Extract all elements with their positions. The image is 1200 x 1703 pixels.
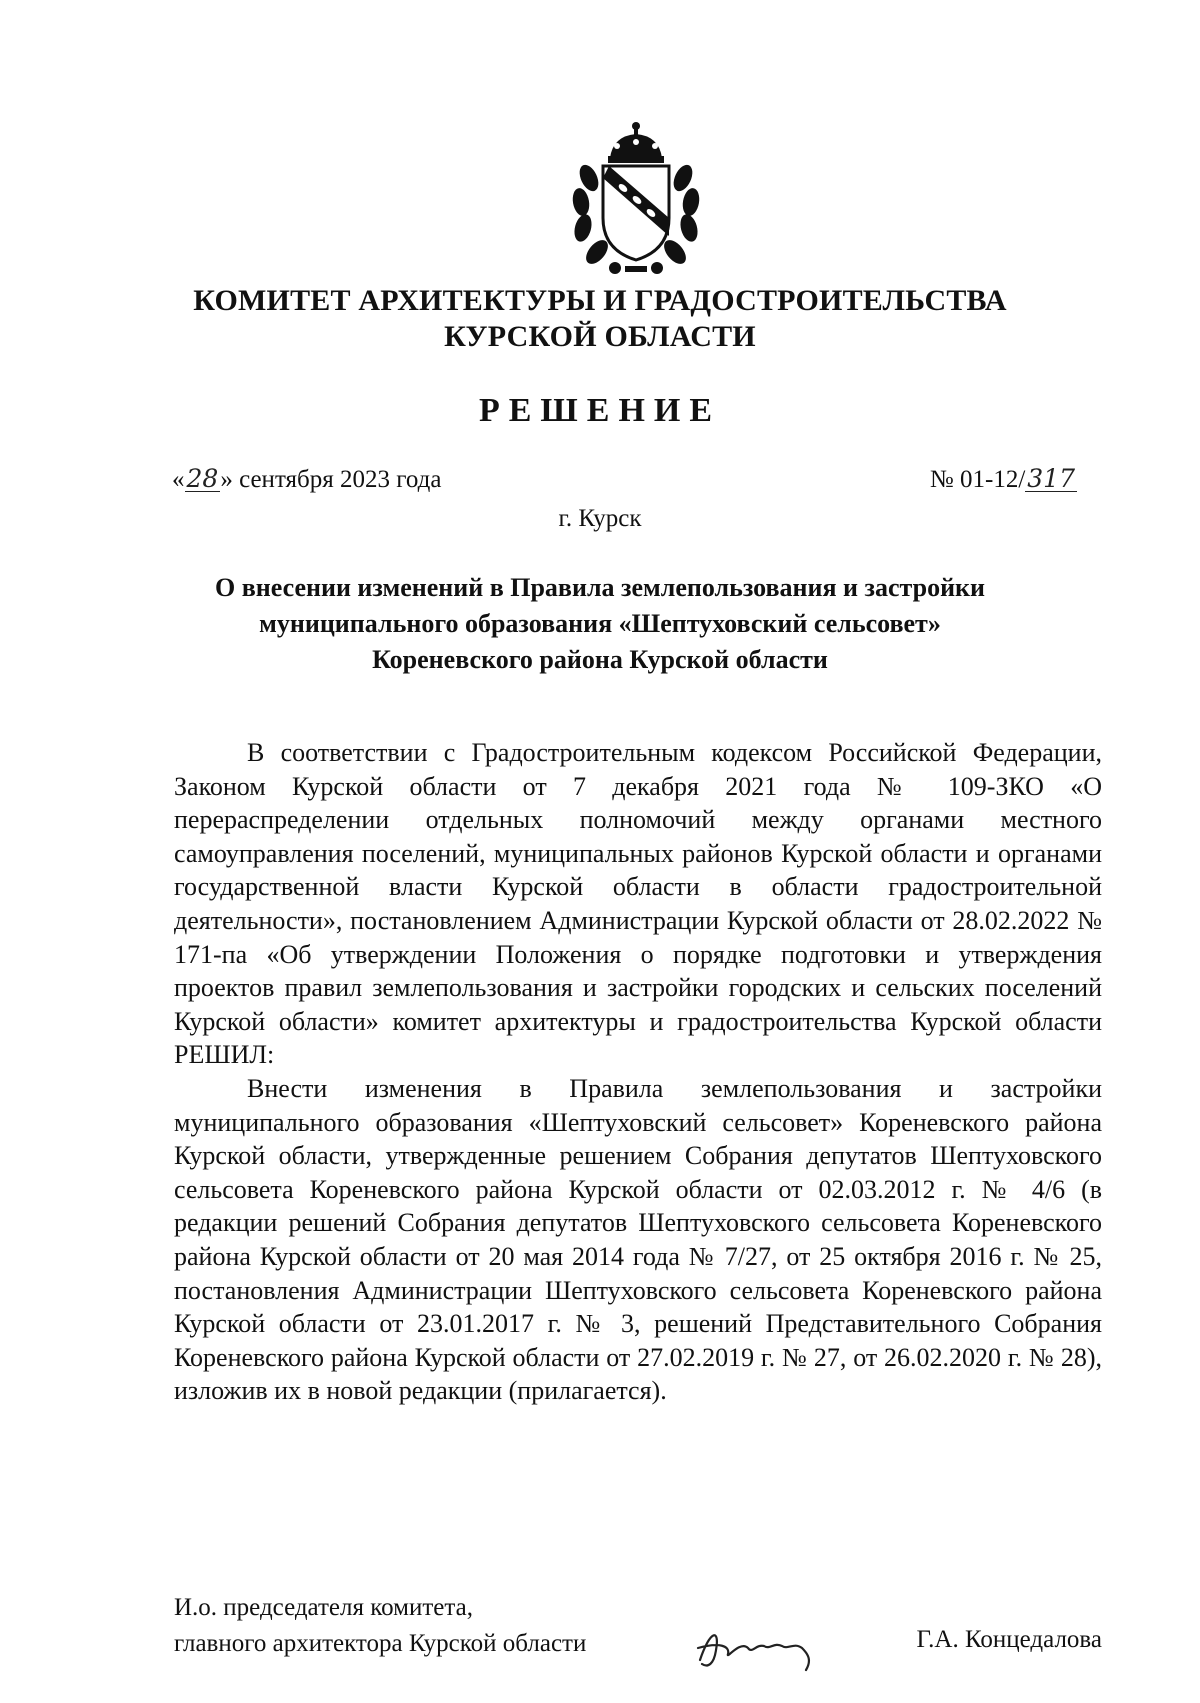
org-name-line1: КОМИТЕТ АРХИТЕКТУРЫ И ГРАДОСТРОИТЕЛЬСТВА bbox=[193, 284, 1007, 317]
body-paragraph-1: В соответствии с Градостроительным кодексом Российской Федерации, Законом Курской области от 7 декабря 2021 года № 109-ЗКО «О перераспределении отдельных полномочий между органами местного самоуправления поселений, муниципальных районов Курской области и органами государственной власти Курской области в области градостроительной деятельности», постановлением Администрации Курской области от 28.02.2022 № 171-па «Об утверждении Положения о порядке подготовки и утверждения проектов правил землепользования и застройки городских и сельских поселений Курской области» комитет архитектуры и градостроительства Курской области РЕШИЛ: bbox=[174, 738, 1102, 1070]
org-name-line2: КУРСКОЙ ОБЛАСТИ bbox=[444, 320, 756, 353]
signatory-position bbox=[174, 1590, 586, 1662]
subject-line2: муниципального образования «Шептуховский сельсовет» bbox=[259, 609, 941, 638]
body-paragraph-2: Внести изменения в Правила землепользования и застройки муниципального образования «Шептуховский сельсовет» Кореневского района Курской области, утвержденные решением Собрания депутатов Шептуховского сельсовета Кореневского района Курской области от 02.03.2012 г. № 4/6 (в редакции решений Собрания депутатов Шептуховского сельсовета Кореневского района Курской области от 20 мая 2014 года № 7/27, от 25 октября 2016 г. № 25, постановления Администрации Шептуховского сельсовета Кореневского района Курской области от 23.01.2017 г. № 3, решений Представительного Собрания Кореневского района Курской области от 27.02.2019 г. № 27, от 26.02.2020 г. № 28), изложив их в новой редакции (прилагается). bbox=[174, 1073, 1102, 1406]
number-suffix-handwritten: 317 bbox=[1027, 464, 1075, 493]
subject-line1: О внесении изменений в Правила землепользования и застройки bbox=[214, 573, 986, 602]
date-rest: » сентября 2023 года bbox=[220, 466, 442, 493]
document-city: г. Курск bbox=[558, 505, 642, 532]
document-number bbox=[930, 466, 1077, 494]
position-line1: И.о. председателя комитета, bbox=[174, 1594, 473, 1621]
number-prefix: № 01-12/ bbox=[929, 466, 1026, 493]
coat-of-arms-emblem bbox=[565, 118, 707, 278]
signatory-name: Г.А. Концедалова bbox=[916, 1626, 1102, 1653]
document-date bbox=[172, 466, 441, 494]
subject-line3: Кореневского района Курской области bbox=[372, 645, 828, 674]
handwritten-signature bbox=[690, 1620, 830, 1676]
document-type-title: РЕШЕНИЕ bbox=[478, 392, 722, 429]
date-open-quote: « bbox=[172, 466, 185, 493]
document-subject bbox=[140, 570, 1060, 678]
document-body bbox=[174, 736, 1102, 1408]
date-day-handwritten: 28 bbox=[186, 464, 219, 493]
position-line2: главного архитектора Курской области bbox=[174, 1630, 587, 1657]
